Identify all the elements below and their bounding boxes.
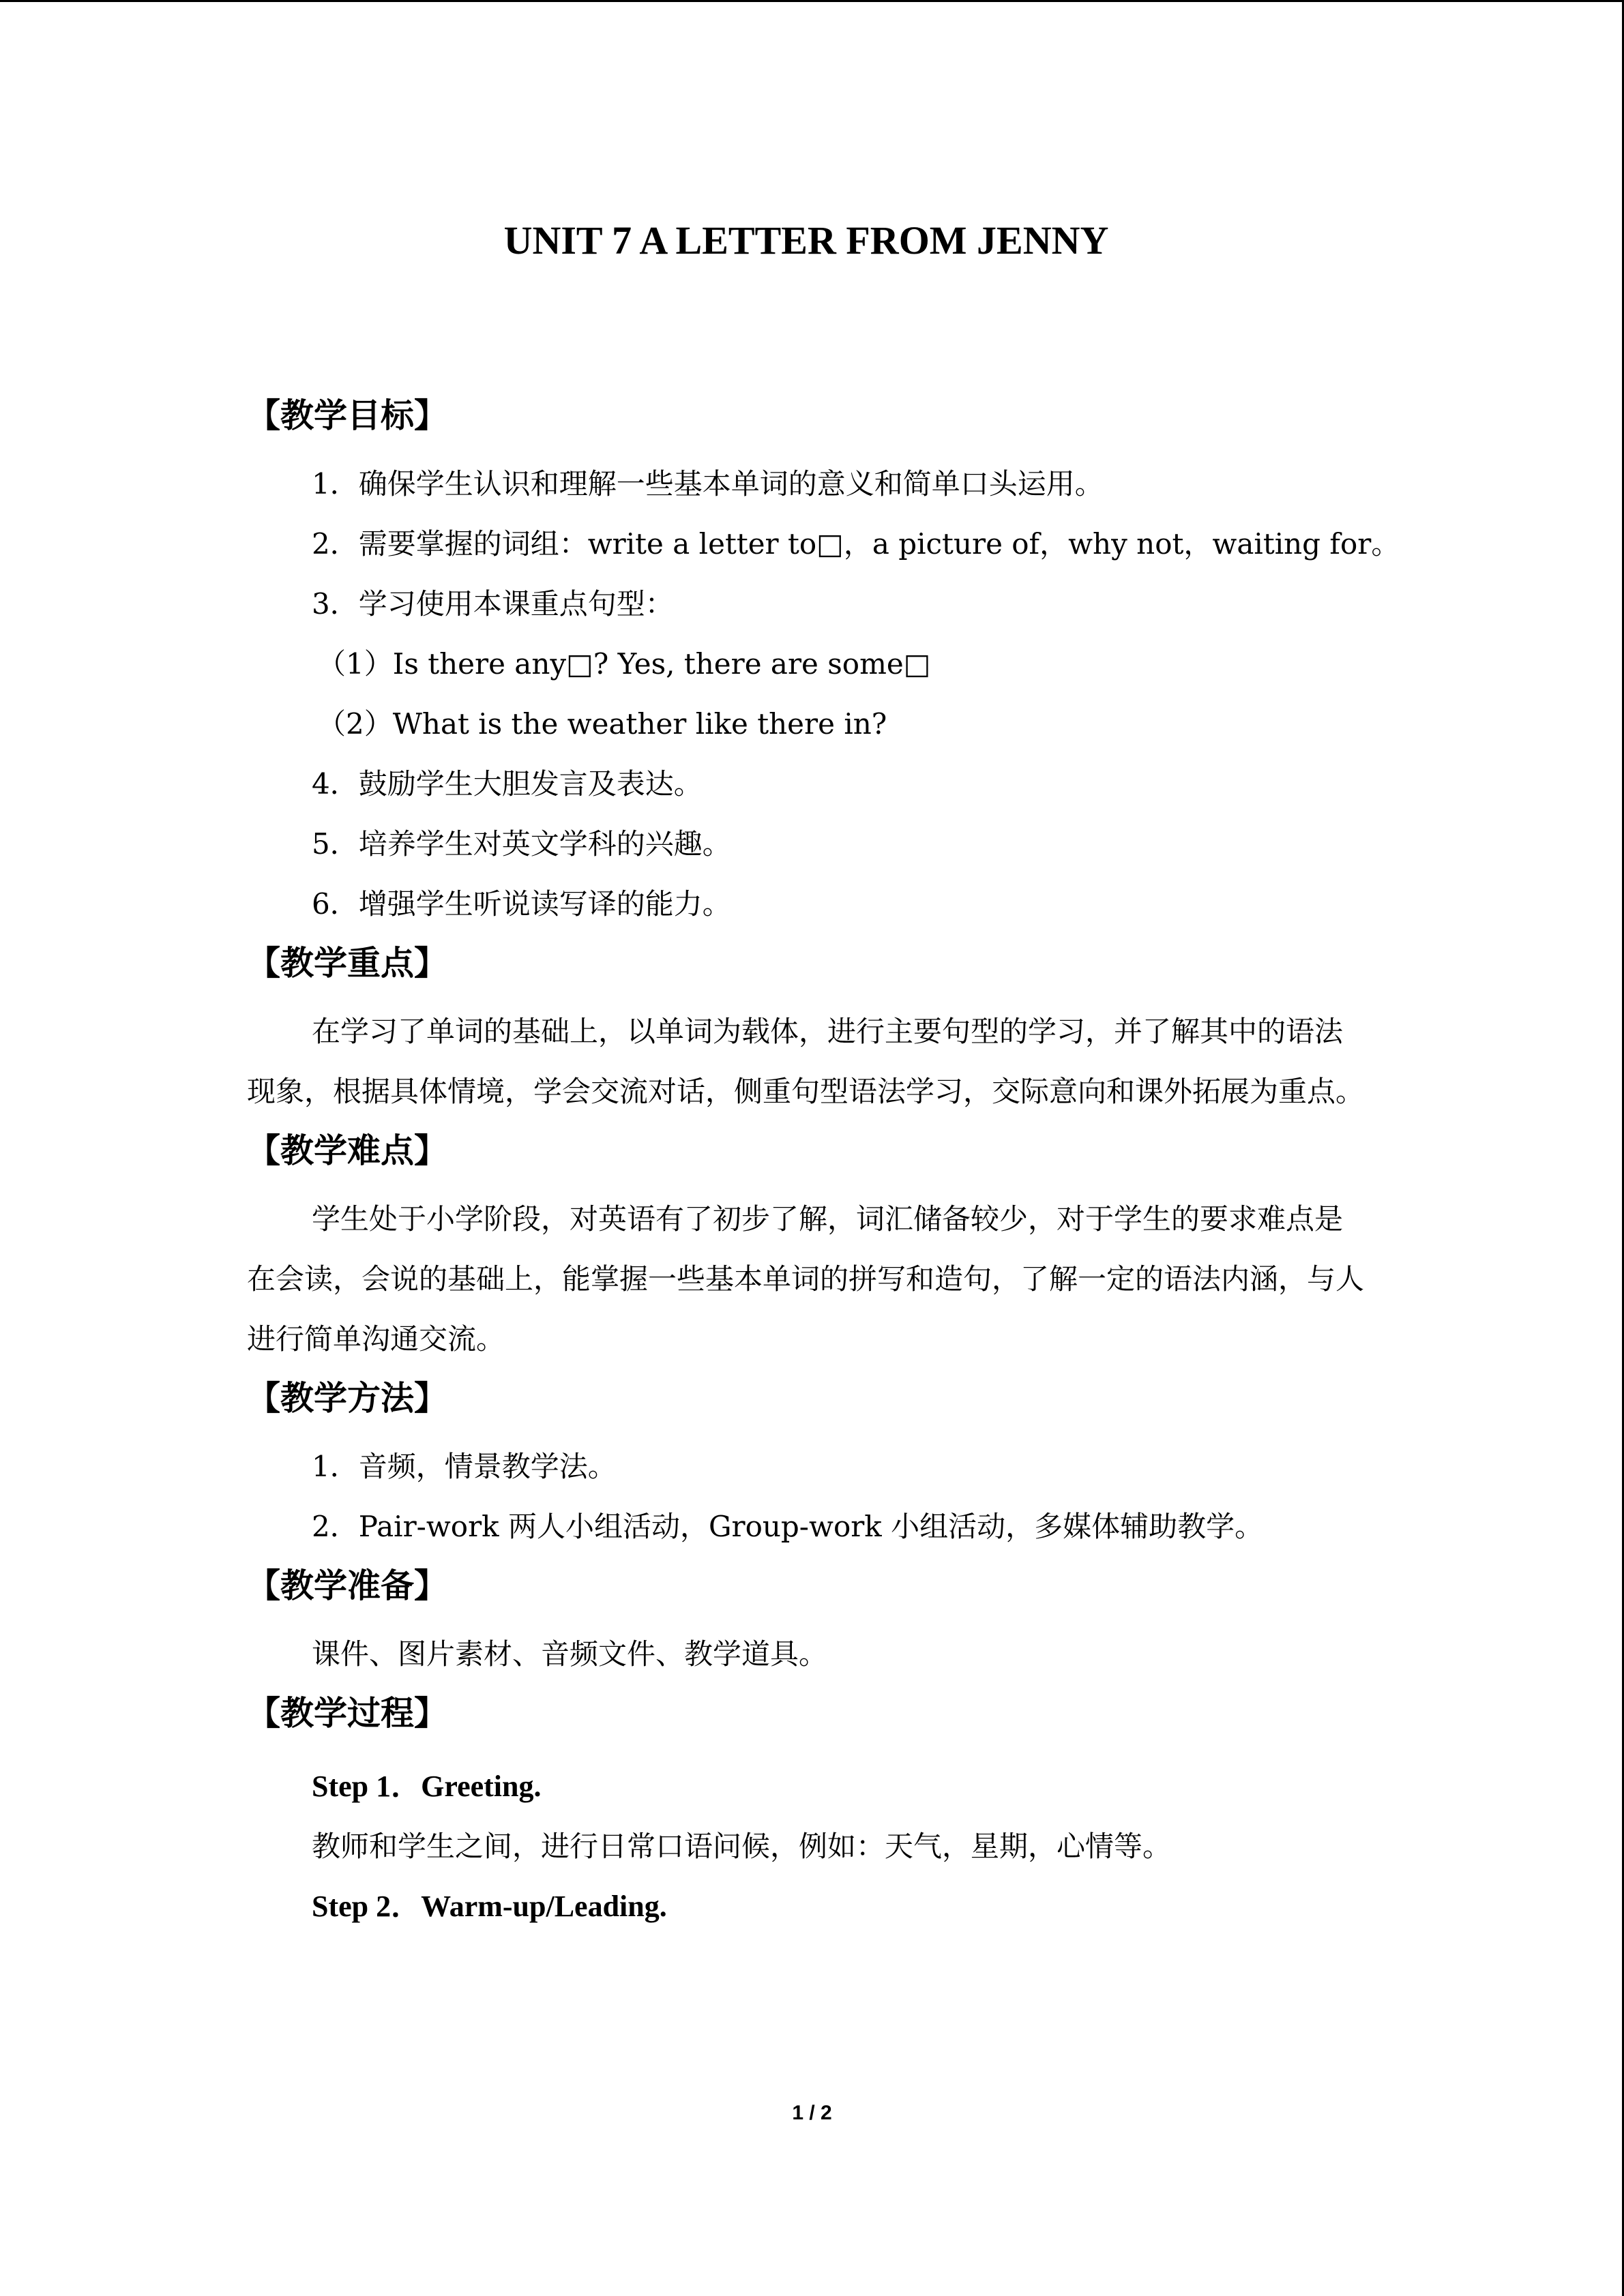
objective-item: 1．确保学生认识和理解一些基本单词的意义和简单口头运用。 <box>312 466 1104 501</box>
spacer <box>247 1617 1365 1624</box>
difficulties-paragraph: 学生处于小学阶段，对英语有了初步了解，词汇储备较少，对于学生的要求难点是在会读，会说的基础上，能掌握一些基本单词的拼写和造句，了解一定的语法内涵，与人进行简单沟通交流。 <box>247 1202 1365 1356</box>
section-heading-process: 【教学过程】 <box>247 1694 448 1733</box>
spacer <box>247 447 1365 454</box>
spacer <box>247 1429 1365 1437</box>
objective-item: 2．需要掌握的词组：write a letter to□，a picture of，why not，waiting for。 <box>312 526 1400 561</box>
page-number: 1 / 2 <box>792 2102 832 2124</box>
document-title: UNIT 7 A LETTER FROM JENNY <box>503 218 1109 263</box>
method-item: 2．Pair-work 两人小组活动，Group-work 小组活动，多媒体辅助教学。 <box>312 1509 1264 1543</box>
section-heading-methods: 【教学方法】 <box>247 1379 448 1418</box>
method-item: 1．音频，情景教学法。 <box>312 1449 617 1483</box>
preparation-text: 课件、图片素材、音频文件、教学道具。 <box>312 1637 828 1671</box>
spacer <box>247 1744 1365 1757</box>
key-points-paragraph: 在学习了单词的基础上，以单词为载体，进行主要句型的学习，并了解其中的语法现象，根据具体情境，学会交流对话，侧重句型语法学习，交际意向和课外拓展为重点。 <box>247 1014 1365 1108</box>
section-heading-key-points: 【教学重点】 <box>247 944 448 983</box>
document-body <box>247 205 1400 1937</box>
objective-item: 4．鼓励学生大胆发言及表达。 <box>312 766 703 801</box>
section-heading-difficulties: 【教学难点】 <box>247 1131 448 1171</box>
objective-item: 5．培养学生对英文学科的兴趣。 <box>312 826 731 861</box>
spacer <box>247 994 1365 1002</box>
section-heading-preparation: 【教学准备】 <box>247 1566 448 1606</box>
step-1-title: Step 1．Greeting. <box>312 1769 542 1803</box>
step-2-title: Step 2．Warm-up/Leading. <box>312 1889 667 1923</box>
objective-sub-item: （1）Is there any□? Yes, there are some□ <box>317 646 931 681</box>
objective-item: 6．增强学生听说读写译的能力。 <box>312 886 731 921</box>
spacer <box>247 1182 1365 1189</box>
objective-sub-item: （2）What is the weather like there in? <box>317 706 887 741</box>
title-spacer <box>247 265 1365 387</box>
objective-item: 3．学习使用本课重点句型： <box>312 586 674 621</box>
step-1-text: 教师和学生之间，进行日常口语问候，例如：天气，星期，心情等。 <box>312 1829 1172 1863</box>
section-heading-objectives: 【教学目标】 <box>247 396 448 436</box>
